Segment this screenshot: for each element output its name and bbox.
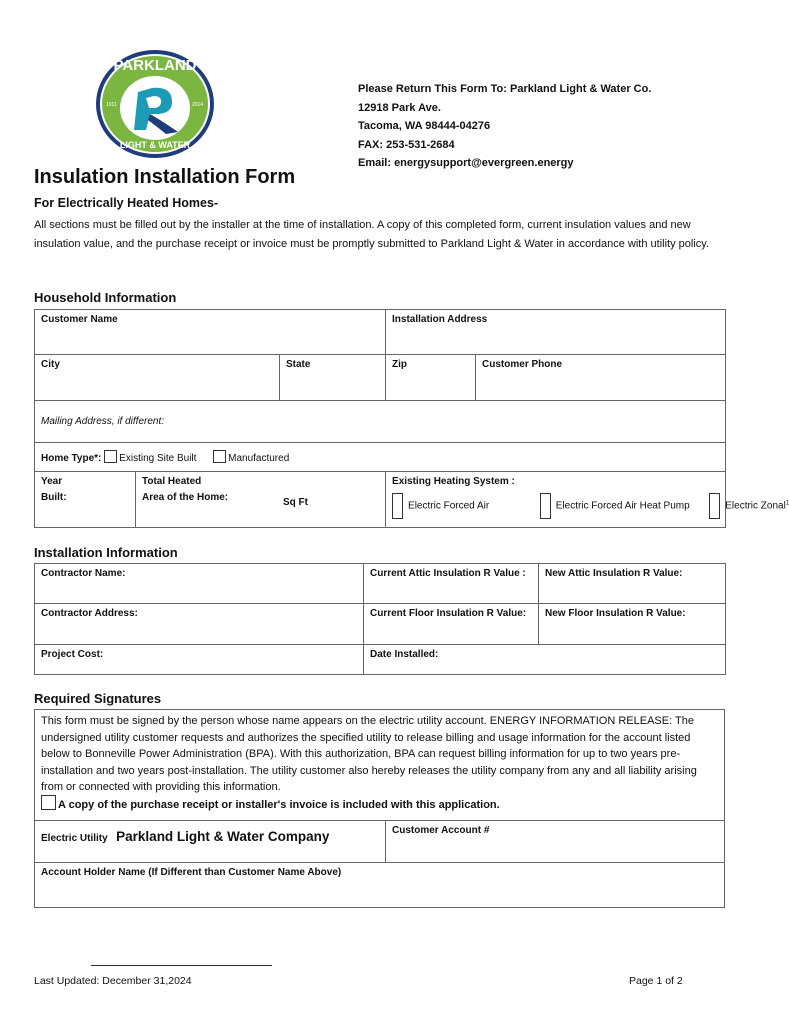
return-address-block xyxy=(358,80,651,173)
zip-field[interactable]: Zip xyxy=(386,355,476,401)
contractor-address-field[interactable]: Contractor Address: xyxy=(35,604,364,645)
household-table xyxy=(34,309,789,528)
form-subtitle: For Electrically Heated Homes- xyxy=(34,196,219,210)
divider xyxy=(34,820,725,821)
customer-phone-field[interactable]: Customer Phone xyxy=(476,355,726,401)
last-updated: Last Updated: December 31,2024 xyxy=(34,975,192,987)
installation-heading: Installation Information xyxy=(34,545,178,560)
electric-utility-value: Parkland Light & Water Company xyxy=(116,829,330,844)
electric-utility-field[interactable]: Electric Utility Parkland Light & Water Company xyxy=(41,829,330,844)
current-attic-r-field[interactable]: Current Attic Insulation R Value : xyxy=(364,564,539,604)
logo-subname: LIGHT & WATER xyxy=(119,140,191,150)
installation-table xyxy=(34,563,726,675)
customer-account-field[interactable]: Customer Account # xyxy=(392,825,490,836)
return-line: Tacoma, WA 98444-04276 xyxy=(358,120,491,132)
return-line: Please Return This Form To: Parkland Light & Water Co. xyxy=(358,83,652,95)
installation-address-field[interactable]: Installation Address xyxy=(386,310,726,355)
return-line: FAX: 253-531-2684 xyxy=(358,138,455,151)
divider xyxy=(385,820,386,862)
manufactured-checkbox[interactable] xyxy=(213,450,226,463)
return-line: 12918 Park Ave. xyxy=(358,101,441,114)
receipt-row: A copy of the purchase receipt or installer's invoice is included with this application. xyxy=(41,795,500,811)
state-field[interactable]: State xyxy=(280,355,386,401)
mailing-address-field[interactable]: Mailing Address, if different: xyxy=(35,401,726,443)
form-title: Insulation Installation Form xyxy=(34,166,296,188)
current-floor-r-field[interactable]: Current Floor Insulation R Value: xyxy=(364,604,539,645)
logo-year-left: 1911 xyxy=(106,102,117,108)
new-floor-r-field[interactable]: New Floor Insulation R Value: xyxy=(539,604,726,645)
electric-forced-air-checkbox[interactable] xyxy=(392,493,403,519)
page-number: Page 1 of 2 xyxy=(629,975,683,987)
date-installed-field[interactable]: Date Installed: xyxy=(364,645,726,675)
signatures-heading: Required Signatures xyxy=(34,691,162,706)
logo-year-right: 2014 xyxy=(192,102,204,108)
new-attic-r-field[interactable]: New Attic Insulation R Value: xyxy=(539,564,726,604)
customer-name-field[interactable]: Customer Name xyxy=(35,310,386,355)
footnote-divider xyxy=(91,965,272,966)
household-heading: Household Information xyxy=(34,290,177,305)
intro-text: All sections must be filled out by the installer at the time of installation. A copy of this completed form, current insulation values and new insulation value, and the purchase receipt or invoice must be promptly submitted to Parkland Light & Water in accordance with utility policy. xyxy=(34,219,710,250)
release-text: This form must be signed by the person whose name appears on the electric utility account. ENERGY INFORMATION RELEASE: The undersigned utility customer requests and authorizes the specified utility to release billing and usage information for the account listed below to Bonneville Power Administration (BPA). With this authorization, BPA can request billing information for up to two years pre-installation and two years post-installation. The utility customer also hereby releases the utility company from any and all liability arising from or connected with providing this information. xyxy=(41,715,697,793)
heat-pump-checkbox[interactable] xyxy=(540,493,551,519)
total-heated-area-field[interactable]: Total Heated Area of the Home: Sq Ft xyxy=(136,472,386,528)
logo-name: PARKLAND xyxy=(113,57,197,74)
home-type-row: Home Type*: Existing Site Built Manufactured xyxy=(35,443,726,472)
project-cost-field[interactable]: Project Cost: xyxy=(35,645,364,675)
existing-site-built-checkbox[interactable] xyxy=(104,450,117,463)
parkland-logo xyxy=(94,48,216,160)
contractor-name-field[interactable]: Contractor Name: xyxy=(35,564,364,604)
city-field[interactable]: City xyxy=(35,355,280,401)
heating-system-field: Existing Heating System : Electric Forced Air Electric Forced Air Heat Pump Electric Zonal$^1$ xyxy=(386,472,726,528)
receipt-checkbox[interactable] xyxy=(41,795,56,810)
year-built-field[interactable]: Year Built: xyxy=(35,472,136,528)
return-email: Email: energysupport@evergreen.energy xyxy=(358,157,574,169)
divider xyxy=(34,862,725,863)
account-holder-field[interactable]: Account Holder Name (If Different than Customer Name Above) xyxy=(41,867,342,878)
electric-zonal-checkbox[interactable] xyxy=(709,493,720,519)
